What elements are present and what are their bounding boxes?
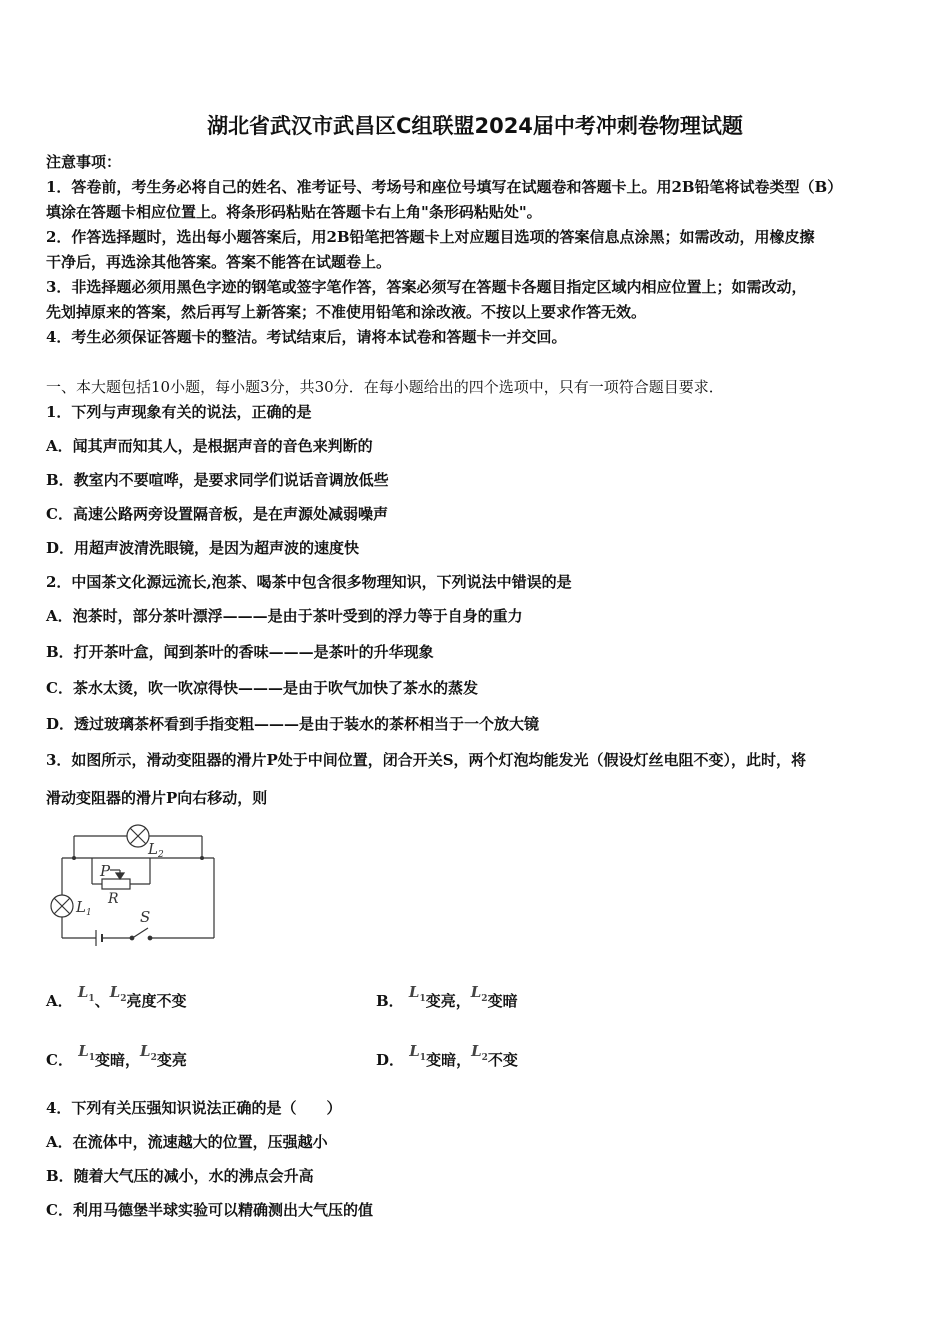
answer-option: A．泡茶时，部分茶叶漂浮———是由于茶叶受到的浮力等于自身的重力 (46, 607, 523, 625)
label-r: R (108, 891, 119, 907)
label-l1: $L_1$ (76, 898, 92, 918)
page-title: 湖北省武汉市武昌区C组联盟2024届中考冲刺卷物理试题 (207, 114, 743, 138)
notice-line: 2．作答选择题时，选出每小题答案后，用2B铅笔把答题卡上对应题目选项的答案信息点涂黑；如需改动，用橡皮擦 (46, 228, 815, 246)
question-stem: 滑动变阻器的滑片P向右移动，则 (46, 789, 268, 807)
symbol-l2: $L_2$ (470, 983, 488, 1004)
notice-line: 4．考生必须保证答题卡的整洁。考试结束后，请将本试卷和答题卡一并交回。 (46, 328, 567, 346)
answer-option: D．透过玻璃茶杯看到手指变粗———是由于装水的茶杯相当于一个放大镜 (46, 715, 540, 733)
answer-option: C． $L_1$变暗，$L_2$变亮 (46, 1042, 187, 1069)
notice-line: 3．非选择题必须用黑色字迹的钢笔或签字笔作答，答案必须写在答题卡各题目指定区域内相应位置上；如需改动， (46, 278, 807, 296)
label-l2: $L_2$ (148, 840, 164, 860)
symbol-l1: $L_1$ (408, 983, 426, 1004)
label-p: P (100, 862, 111, 880)
symbol-l2: $L_2$ (471, 1042, 488, 1063)
answer-option: C．茶水太烫，吹一吹凉得快———是由于吹气加快了茶水的蒸发 (46, 679, 478, 697)
question-stem: 2．中国茶文化源远流长,泡茶、喝茶中包含很多物理知识，下列说法中错误的是 (46, 573, 572, 591)
notice-line: 先划掉原来的答案，然后再写上新答案；不准使用铅笔和涂改液。不按以上要求作答无效。 (46, 303, 647, 321)
answer-option: B． $L_1$变亮，$L_2$变暗 (376, 983, 518, 1010)
question-stem: 4．下列有关压强知识说法正确的是（ ） (46, 1099, 342, 1117)
switch-s (134, 928, 148, 937)
circuit-diagram (44, 818, 234, 948)
notice-line: 填涂在答题卡相应位置上。将条形码粘贴在答题卡右上角"条形码粘贴处"。 (46, 203, 542, 221)
answer-option: A．在流体中，流速越大的位置，压强越小 (46, 1133, 328, 1151)
symbol-l1: $L_1$ (409, 1042, 427, 1063)
answer-option: D．用超声波清洗眼镜，是因为超声波的速度快 (46, 539, 360, 557)
answer-option: A．闻其声而知其人，是根据声音的音色来判断的 (46, 437, 373, 455)
rheostat-r (102, 879, 130, 889)
section-heading: 一、本大题包括10小题，每小题3分，共30分．在每小题给出的四个选项中，只有一项符合题目要求． (46, 378, 724, 396)
symbol-l1: $L_1$ (78, 1042, 95, 1063)
answer-option: C．高速公路两旁设置隔音板，是在声源处减弱噪声 (46, 505, 388, 523)
label-s: S (140, 908, 151, 926)
answer-option: B．打开茶叶盒，闻到茶叶的香味———是茶叶的升华现象 (46, 643, 434, 661)
answer-option: D． $L_1$变暗，$L_2$不变 (376, 1042, 518, 1069)
question-stem: 3．如图所示，滑动变阻器的滑片P处于中间位置，闭合开关S，两个灯泡均能发光（假设灯丝电阻不变），此时，将 (46, 751, 807, 769)
notice-line: 1．答卷前，考生务必将自己的姓名、准考证号、考场号和座位号填写在试题卷和答题卡上。用2B铅笔将试卷类型（B） (46, 178, 843, 196)
symbol-l2: $L_2$ (109, 983, 127, 1004)
symbol-l1: $L_1$ (77, 983, 95, 1004)
notice-line: 干净后，再选涂其他答案。答案不能答在试题卷上。 (46, 253, 392, 271)
symbol-l2: $L_2$ (140, 1042, 157, 1063)
answer-option: B．随着大气压的减小，水的沸点会升高 (46, 1167, 314, 1185)
answer-option: A． $L_1$、$L_2$亮度不变 (46, 983, 187, 1010)
question-stem: 1．下列与声现象有关的说法，正确的是 (46, 403, 312, 421)
answer-option: B．教室内不要喧哗，是要求同学们说话音调放低些 (46, 471, 389, 489)
notice-heading: 注意事项： (46, 153, 122, 171)
answer-option: C．利用马德堡半球实验可以精确测出大气压的值 (46, 1201, 373, 1219)
